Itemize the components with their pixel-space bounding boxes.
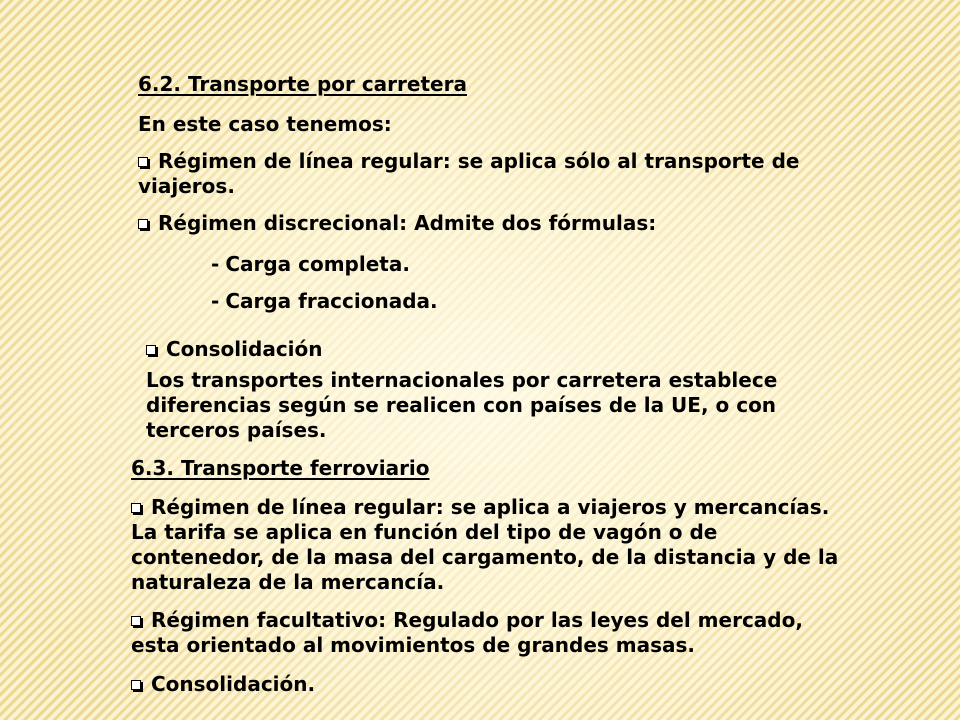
sub-item-partial-load: [211, 289, 438, 314]
checkbox-bullet-icon: [146, 345, 156, 355]
road-consolidation-line-3: terceros países.: [146, 418, 327, 442]
sub-item-partial-load-text: Carga fraccionada.: [225, 289, 438, 313]
checkbox-bullet-icon: [138, 219, 148, 229]
road-consolidation-line-1: Los transportes internacionales por carretera establece: [146, 368, 778, 392]
rail-bullet-optional-line-1: [131, 608, 803, 633]
rail-bullet-optional-line-1-text: Régimen facultativo: Regulado por las leyes del mercado,: [151, 608, 803, 632]
bullet-regular-line: [138, 149, 799, 174]
sub-item-full-load-text: Carga completa.: [225, 252, 410, 276]
checkbox-bullet-icon: [138, 157, 148, 167]
rail-bullet-regular-line-1-text: Régimen de línea regular: se aplica a viajeros y mercancías.: [151, 495, 830, 519]
rail-bullet-optional-line-2: esta orientado al movimientos de grandes masas.: [131, 633, 696, 657]
road-consolidation-line-2: diferencias según se realicen con países de la UE, o con: [146, 393, 777, 417]
rail-bullet-consolidation-text: Consolidación.: [151, 672, 316, 696]
road-consolidation-label: [146, 337, 323, 362]
bullet-regular-line-cont: viajeros.: [138, 174, 235, 198]
road-consolidation-label-text: Consolidación: [166, 337, 323, 361]
bullet-discretionary: [138, 211, 656, 236]
sub-item-full-load: [211, 252, 410, 277]
bullet-regular-line-text-1: Régimen de línea regular: se aplica sólo al transporte de: [158, 149, 800, 173]
section-road-intro: En este caso tenemos:: [138, 112, 392, 136]
checkbox-bullet-icon: [131, 503, 141, 513]
bullet-discretionary-text: Régimen discrecional: Admite dos fórmulas:: [158, 211, 657, 235]
checkbox-bullet-icon: [131, 616, 141, 626]
dash-marker: -: [211, 252, 220, 276]
section-rail-heading: 6.3. Transporte ferroviario: [131, 456, 430, 480]
section-road-heading: 6.2. Transporte por carretera: [138, 72, 467, 96]
rail-bullet-regular-line-2: La tarifa se aplica en función del tipo de vagón o de: [131, 520, 718, 544]
rail-bullet-regular-line-3: contenedor, de la masa del cargamento, de la distancia y de la: [131, 545, 839, 569]
dash-marker: -: [211, 289, 220, 313]
checkbox-bullet-icon: [131, 680, 141, 690]
rail-bullet-regular-line-4: naturaleza de la mercancía.: [131, 570, 445, 594]
rail-bullet-consolidation: [131, 672, 315, 697]
rail-bullet-regular-line-1: [131, 495, 829, 520]
